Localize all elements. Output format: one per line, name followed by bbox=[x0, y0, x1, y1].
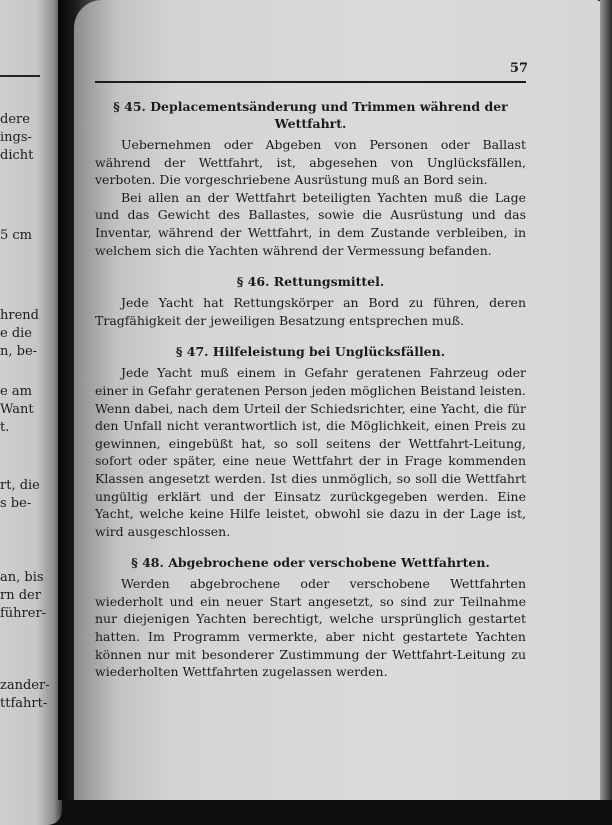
left-page-fragment: führer- bbox=[0, 606, 47, 621]
left-page-fragment: Want bbox=[0, 402, 34, 417]
page-number: 57 bbox=[509, 61, 528, 76]
page-content bbox=[95, 98, 526, 695]
left-page-fragment: dere bbox=[0, 112, 30, 127]
page-edge bbox=[600, 0, 612, 800]
section-47 bbox=[95, 343, 526, 540]
left-page-header-rule bbox=[0, 75, 40, 77]
paragraph: Uebernehmen oder Abgeben von Personen oder Ballast während der Wettfahrt, ist, abgesehen von Unglücksfällen, verboten. Die vorgeschriebene Ausrüstung muß an Bord sein. bbox=[95, 137, 526, 188]
paragraph: Jede Yacht hat Rettungskörper an Bord zu führen, deren Tragfähigkeit der jeweiligen Besatzung entsprechen muß. bbox=[95, 295, 526, 328]
section-46 bbox=[95, 273, 526, 329]
section-heading: § 47. Hilfeleistung bei Unglücksfällen. bbox=[175, 344, 446, 360]
left-page-fragment: e die bbox=[0, 326, 32, 341]
left-page-fragment: 5 cm bbox=[0, 228, 33, 243]
left-page-fragment: t. bbox=[0, 420, 10, 435]
paragraph: Werden abgebrochene oder verschobene Wettfahrten wiederholt und ein neuer Start angesetzt, so sind zur Teilnahme nur diejenigen Yachten berechtigt, welche ursprünglich gestartet hatten. Im Programm vermerkte, aber nicht gestartete Yachten können nur mit besonderer Zustimmung der Wettfahrt-Leitung zu wiederholten Wettfahrten zugelassen werden. bbox=[95, 576, 526, 680]
left-page-fragment: rt, die bbox=[0, 478, 40, 493]
left-page-fragment: s be- bbox=[0, 496, 32, 511]
left-page-fragment: e am bbox=[0, 384, 32, 399]
section-heading: § 46. Rettungsmittel. bbox=[236, 274, 385, 290]
left-page bbox=[0, 0, 62, 825]
left-page-fragment: an, bis bbox=[0, 570, 44, 585]
left-page-fragment: rn der bbox=[0, 588, 41, 603]
left-page-fragment: dicht bbox=[0, 148, 34, 163]
section-heading: § 45. Deplacementsänderung und Trimmen während der Wettfahrt. bbox=[113, 99, 508, 131]
section-45 bbox=[95, 98, 526, 259]
header-rule bbox=[95, 81, 526, 83]
left-page-fragment: ings- bbox=[0, 130, 32, 145]
paragraph: Jede Yacht muß einem in Gefahr geratenen Fahrzeug oder einer in Gefahr geratenen Person jeden möglichen Beistand leisten. Wenn dabei, nach dem Urteil der Schiedsrichter, eine Yacht, die für den Unfall nicht verantwortlich ist, die Möglichkeit, einen Preis zu gewinnen, eingebüßt hat, so soll seitens der Wettfahrt-Leitung, sofort oder später, eine neue Wettfahrt der in Frage kommenden Klassen angesetzt werden. Ist dies unmöglich, so soll die Wettfahrt ungültig erklärt und der Einsatz zurückgegeben werden. Eine Yacht, welche keine Hilfe leistet, obwohl sie dazu in der Lage ist, wird ausgeschlossen. bbox=[95, 365, 526, 539]
section-48 bbox=[95, 554, 526, 681]
left-page-fragment: n, be- bbox=[0, 344, 38, 359]
paragraph: Bei allen an der Wettfahrt beteiligten Yachten muß die Lage und das Gewicht des Ballastes, sowie die Ausrüstung und das Inventar, während der Wettfahrt, in dem Zustande verbleiben, in welchem sich die Yachten während der Vermessung befanden. bbox=[95, 189, 526, 258]
left-page-fragment: zander- bbox=[0, 678, 50, 693]
left-page-fragment: ttfahrt- bbox=[0, 696, 48, 711]
left-page-fragment: hrend bbox=[0, 308, 39, 323]
section-heading: § 48. Abgebrochene oder verschobene Wettfahrten. bbox=[131, 555, 490, 571]
